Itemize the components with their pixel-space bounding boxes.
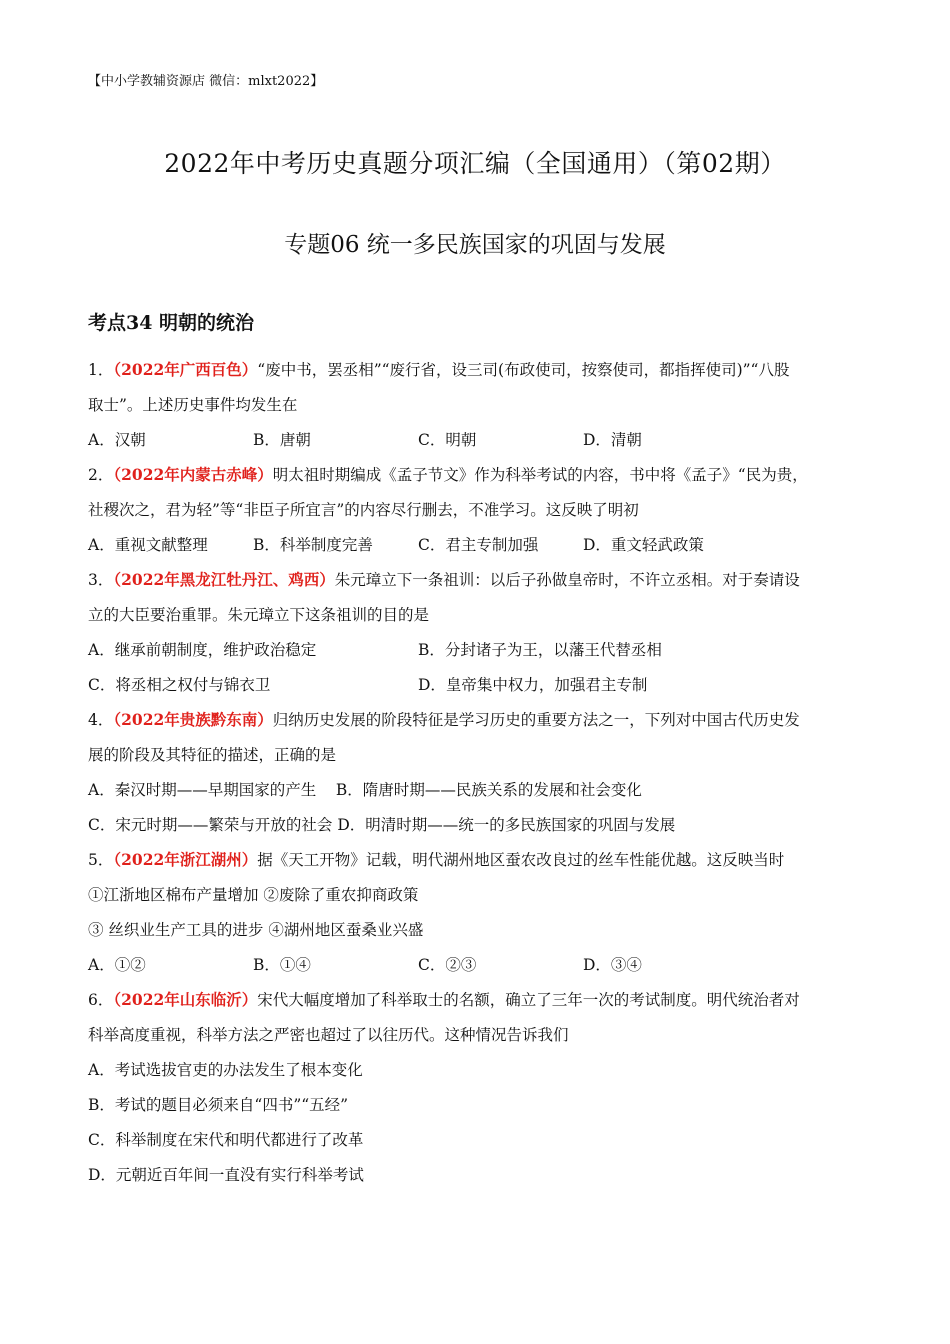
option-d: D．明清时期——统一的多民族国家的巩固与发展 [337,816,676,834]
option-a: A．重视文献整理 [88,536,208,554]
question-number: 2． [88,466,114,484]
question-4-options-row-1 [88,776,868,811]
option-c: C．将丞相之权付与锦衣卫 [88,676,271,694]
option-b: B．分封诸子为王，以藩王代替丞相 [418,641,662,659]
question-5-stem [88,846,868,881]
option-b: B．考试的题目必须来自“四书”“五经” [88,1096,349,1114]
question-4-stem [88,706,868,741]
question-source: （2022年山东临沂） [113,990,258,1009]
question-number: 1． [88,361,114,379]
question-2-stem [88,461,868,496]
question-number: 5． [88,851,114,869]
question-2-stem-cont: 社稷次之，君为轻”等“非臣子所宜言”的内容尽行删去，不准学习。这反映了明初 [88,501,639,519]
option-b: B．科举制度完善 [253,536,373,554]
question-3-stem-cont: 立的大臣要治重罪。朱元璋立下这条祖训的目的是 [88,606,430,624]
header-note: 【中小学教辅资源店 微信：mlxt2022】 [88,74,324,89]
question-source: （2022年黑龙江牡丹江、鸡西） [113,570,335,589]
option-c: C．科举制度在宋代和明代都进行了改革 [88,1131,364,1149]
option-c: C．②③ [418,956,477,974]
question-3-options-row-1 [88,636,868,671]
option-a: A．①② [88,956,146,974]
option-c: C．宋元时期——繁荣与开放的社会 [88,816,333,834]
question-1-stem [88,356,868,391]
page-title: 2022年中考历史真题分项汇编（全国通用）（第02期） [164,149,786,178]
question-source: （2022年广西百色） [113,360,258,379]
option-a: A．汉朝 [88,431,146,449]
question-1-stem-cont: 取士”。上述历史事件均发生在 [88,396,298,414]
page-subtitle: 专题06 统一多民族国家的巩固与发展 [284,232,666,258]
question-6-stem-cont: 科举高度重视，科举方法之严密也超过了以往历代。这种情况告诉我们 [88,1026,569,1044]
question-4-options-row-2 [88,811,868,846]
question-number: 6． [88,991,114,1009]
question-text: “废中书，罢丞相”“废行省，设三司(布政使司，按察使司，都指挥使司)”“八股 [257,361,790,379]
question-source: （2022年贵族黔东南） [113,710,273,729]
question-4-stem-cont: 展的阶段及其特征的描述，正确的是 [88,746,337,764]
option-b: B．①④ [253,956,311,974]
question-6-stem [88,986,868,1021]
option-d: D．③④ [583,956,642,974]
question-text: 朱元璋立下一条祖训：以后子孙做皇帝时，不许立丞相。对于奏请设 [334,571,800,589]
question-text: 据《天工开物》记载，明代湖州地区蚕农改良过的丝车性能优越。这反映当时 [257,851,785,869]
option-b: B．唐朝 [253,431,311,449]
option-d: D．皇帝集中权力，加强君主专制 [418,676,648,694]
option-a: A．考试选拔官吏的办法发生了根本变化 [88,1061,363,1079]
question-3-options-row-2 [88,671,868,706]
option-c: C．明朝 [418,431,477,449]
option-d: D．重文轻武政策 [583,536,704,554]
question-5-options [88,951,868,986]
section-title: 考点34 明朝的统治 [88,312,255,334]
question-5-items-1: ①江浙地区棉布产量增加 ②废除了重农抑商政策 [88,886,419,904]
question-5-items-2: ③ 丝织业生产工具的进步 ④湖州地区蚕桑业兴盛 [88,921,424,939]
question-text: 归纳历史发展的阶段特征是学习历史的重要方法之一，下列对中国古代历史发 [272,711,800,729]
option-d: D．清朝 [583,431,642,449]
option-c: C．君主专制加强 [418,536,539,554]
option-a: A．继承前朝制度，维护政治稳定 [88,641,317,659]
option-d: D．元朝近百年间一直没有实行科举考试 [88,1166,364,1184]
question-source: （2022年内蒙古赤峰） [113,465,273,484]
question-number: 3． [88,571,114,589]
question-text: 明太祖时期编成《孟子节文》作为科举考试的内容，书中将《孟子》“民为贵， [272,466,808,484]
question-list [88,356,868,1196]
question-1-options [88,426,868,461]
option-a: A．秦汉时期——早期国家的产生 [88,781,317,799]
question-source: （2022年浙江湖州） [113,850,258,869]
question-2-options [88,531,868,566]
option-b: B．隋唐时期——民族关系的发展和社会变化 [335,781,642,799]
question-number: 4． [88,711,114,729]
question-3-stem [88,566,868,601]
question-text: 宋代大幅度增加了科举取士的名额，确立了三年一次的考试制度。明代统治者对 [257,991,800,1009]
